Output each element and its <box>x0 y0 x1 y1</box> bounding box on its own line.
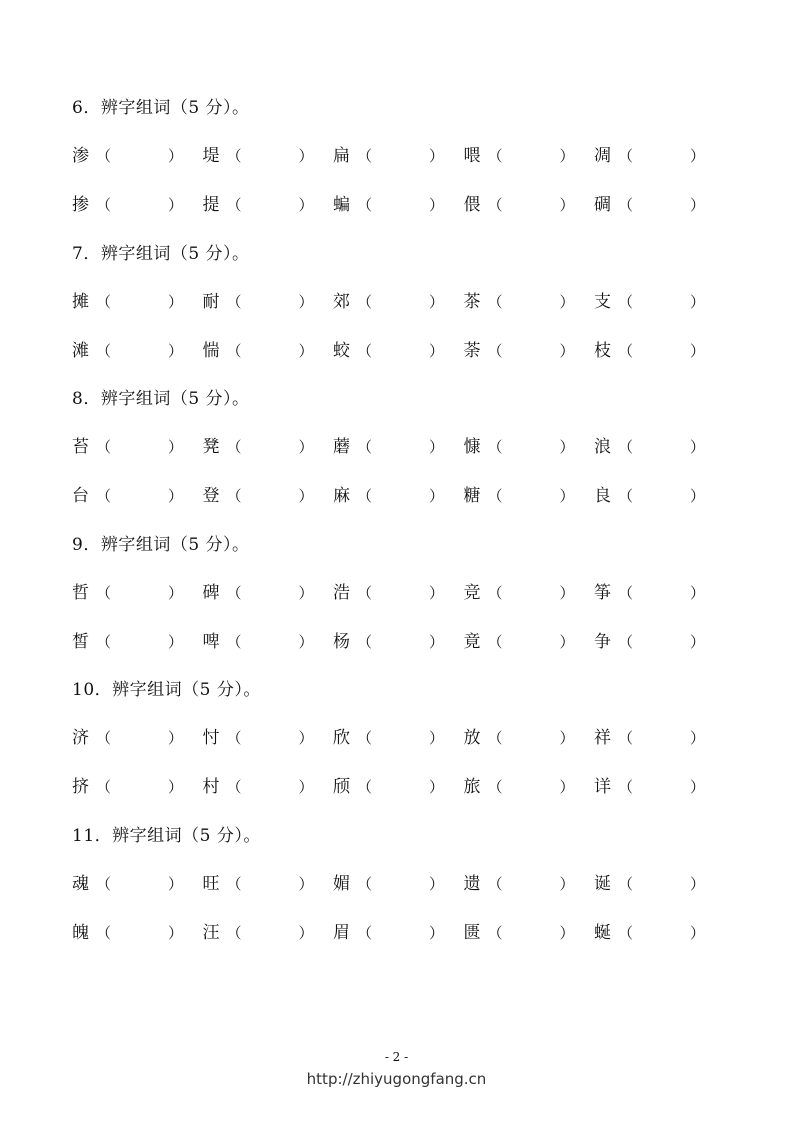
word-row <box>72 774 712 800</box>
word-blank-item[interactable] <box>594 725 706 751</box>
character: 祥 <box>594 728 611 748</box>
word-blank-item[interactable] <box>333 629 445 655</box>
character: 诞 <box>594 873 611 894</box>
section-heading: 11．辨字组词（5 分）。 <box>72 825 261 846</box>
character: 旅 <box>463 777 481 797</box>
close-paren: ） <box>429 874 445 893</box>
open-paren: （ <box>226 438 242 456</box>
open-paren: （ <box>618 778 634 796</box>
open-paren: （ <box>357 196 373 214</box>
character: 媚 <box>333 873 350 894</box>
word-blank-item[interactable] <box>202 725 314 751</box>
character: 渗 <box>72 146 89 166</box>
word-blank-item[interactable] <box>72 338 184 364</box>
word-blank-item[interactable] <box>463 434 575 460</box>
word-blank-item[interactable] <box>202 192 314 218</box>
character: 掺 <box>72 195 89 215</box>
close-paren: ） <box>690 196 706 214</box>
word-blank-item[interactable] <box>463 338 575 364</box>
close-paren: ） <box>298 487 314 505</box>
open-paren: （ <box>357 487 373 505</box>
open-paren: （ <box>618 438 634 456</box>
character: 竞 <box>463 582 481 603</box>
character: 济 <box>72 728 89 748</box>
close-paren: ） <box>690 292 706 311</box>
word-blank-item[interactable] <box>333 338 445 364</box>
word-blank-item[interactable] <box>202 289 314 315</box>
character: 匮 <box>463 922 481 943</box>
close-paren: ） <box>298 341 314 360</box>
close-paren: ） <box>690 487 706 505</box>
open-paren: （ <box>357 292 373 311</box>
character: 魄 <box>72 922 89 943</box>
word-blank-item[interactable] <box>594 871 706 897</box>
word-blank-item[interactable] <box>594 143 706 169</box>
open-paren: （ <box>487 341 503 360</box>
character: 放 <box>463 728 481 748</box>
character: 茶 <box>463 291 481 312</box>
close-paren: ） <box>298 292 314 311</box>
word-blank-item[interactable] <box>463 920 575 946</box>
word-blank-item[interactable] <box>72 289 184 315</box>
close-paren: ） <box>559 292 575 311</box>
close-paren: ） <box>429 147 445 165</box>
open-paren: （ <box>226 874 242 893</box>
word-blank-item[interactable] <box>463 871 575 897</box>
open-paren: （ <box>487 196 503 214</box>
close-paren: ） <box>168 292 184 311</box>
word-blank-item[interactable] <box>333 920 445 946</box>
close-paren: ） <box>429 778 445 796</box>
open-paren: （ <box>618 729 634 747</box>
character: 碉 <box>594 195 611 215</box>
open-paren: （ <box>618 583 634 602</box>
character: 慷 <box>463 437 481 457</box>
section-heading: 7．辨字组词（5 分）。 <box>72 243 250 264</box>
close-paren: ） <box>298 729 314 747</box>
open-paren: （ <box>487 438 503 456</box>
word-row <box>72 289 712 315</box>
word-blank-item[interactable] <box>594 920 706 946</box>
character: 喂 <box>463 146 481 166</box>
close-paren: ） <box>429 923 445 942</box>
open-paren: （ <box>618 923 634 942</box>
character: 浪 <box>594 437 611 457</box>
close-paren: ） <box>559 778 575 796</box>
footer-url[interactable]: http://zhiyugongfang.cn <box>306 1070 487 1088</box>
open-paren: （ <box>96 487 112 505</box>
word-blank-item[interactable] <box>594 629 706 655</box>
open-paren: （ <box>226 147 242 165</box>
character: 详 <box>594 777 611 797</box>
close-paren: ） <box>429 196 445 214</box>
open-paren: （ <box>96 632 112 651</box>
word-blank-item[interactable] <box>333 871 445 897</box>
word-blank-item[interactable] <box>463 483 575 509</box>
word-blank-item[interactable] <box>72 774 184 800</box>
character: 浩 <box>333 582 350 603</box>
open-paren: （ <box>96 874 112 893</box>
open-paren: （ <box>357 778 373 796</box>
word-blank-item[interactable] <box>72 725 184 751</box>
word-blank-item[interactable] <box>72 192 184 218</box>
open-paren: （ <box>96 583 112 602</box>
close-paren: ） <box>429 632 445 651</box>
word-blank-item[interactable] <box>333 434 445 460</box>
character: 蝙 <box>333 195 350 215</box>
word-row <box>72 580 712 606</box>
close-paren: ） <box>429 487 445 505</box>
character: 郊 <box>333 291 350 312</box>
character: 魂 <box>72 873 89 894</box>
character: 欣 <box>333 728 350 748</box>
word-blank-item[interactable] <box>594 483 706 509</box>
open-paren: （ <box>618 196 634 214</box>
word-row <box>72 871 712 897</box>
word-blank-item[interactable] <box>202 871 314 897</box>
word-blank-item[interactable] <box>72 434 184 460</box>
open-paren: （ <box>96 923 112 942</box>
close-paren: ） <box>690 147 706 165</box>
word-blank-item[interactable] <box>463 580 575 606</box>
character: 良 <box>594 486 611 506</box>
word-blank-item[interactable] <box>463 192 575 218</box>
word-blank-item[interactable] <box>202 143 314 169</box>
close-paren: ） <box>690 632 706 651</box>
word-row <box>72 629 712 655</box>
close-paren: ） <box>168 729 184 747</box>
word-blank-item[interactable] <box>202 338 314 364</box>
word-blank-item[interactable] <box>202 629 314 655</box>
word-blank-item[interactable] <box>594 774 706 800</box>
close-paren: ） <box>690 729 706 747</box>
close-paren: ） <box>298 583 314 602</box>
close-paren: ） <box>690 923 706 942</box>
word-blank-item[interactable] <box>594 434 706 460</box>
character: 村 <box>202 777 220 797</box>
close-paren: ） <box>559 632 575 651</box>
word-blank-item[interactable] <box>202 774 314 800</box>
close-paren: ） <box>429 341 445 360</box>
open-paren: （ <box>226 729 242 747</box>
close-paren: ） <box>559 341 575 360</box>
open-paren: （ <box>618 487 634 505</box>
character: 麻 <box>333 486 350 506</box>
close-paren: ） <box>298 923 314 942</box>
word-blank-item[interactable] <box>202 483 314 509</box>
section-heading: 6．辨字组词（5 分）。 <box>72 98 250 118</box>
open-paren: （ <box>357 923 373 942</box>
open-paren: （ <box>226 292 242 311</box>
close-paren: ） <box>298 632 314 651</box>
close-paren: ） <box>168 923 184 942</box>
open-paren: （ <box>96 438 112 456</box>
character: 啤 <box>202 631 220 652</box>
open-paren: （ <box>487 487 503 505</box>
open-paren: （ <box>618 147 634 165</box>
close-paren: ） <box>690 778 706 796</box>
word-blank-item[interactable] <box>333 289 445 315</box>
open-paren: （ <box>357 632 373 651</box>
open-paren: （ <box>487 147 503 165</box>
close-paren: ） <box>559 729 575 747</box>
word-blank-item[interactable] <box>463 143 575 169</box>
close-paren: ） <box>690 583 706 602</box>
open-paren: （ <box>357 147 373 165</box>
close-paren: ） <box>298 778 314 796</box>
open-paren: （ <box>357 583 373 602</box>
open-paren: （ <box>226 487 242 505</box>
word-blank-item[interactable] <box>72 629 184 655</box>
character: 碑 <box>202 582 220 603</box>
character: 苔 <box>72 437 89 457</box>
character: 眉 <box>333 922 350 943</box>
character: 提 <box>202 195 220 215</box>
character: 忖 <box>202 728 220 748</box>
word-row <box>72 143 712 169</box>
close-paren: ） <box>429 438 445 456</box>
open-paren: （ <box>487 729 503 747</box>
close-paren: ） <box>690 874 706 893</box>
word-blank-item[interactable] <box>594 192 706 218</box>
close-paren: ） <box>168 341 184 360</box>
close-paren: ） <box>298 874 314 893</box>
word-row <box>72 192 712 218</box>
word-blank-item[interactable] <box>333 725 445 751</box>
open-paren: （ <box>618 292 634 311</box>
close-paren: ） <box>298 438 314 456</box>
word-blank-item[interactable] <box>72 920 184 946</box>
open-paren: （ <box>357 341 373 360</box>
word-blank-item[interactable] <box>463 629 575 655</box>
word-blank-item[interactable] <box>594 338 706 364</box>
character: 挤 <box>72 777 89 797</box>
character: 筝 <box>594 582 611 603</box>
word-row <box>72 434 712 460</box>
character: 皙 <box>72 631 89 652</box>
close-paren: ） <box>559 487 575 505</box>
open-paren: （ <box>96 196 112 214</box>
close-paren: ） <box>429 729 445 747</box>
character: 偎 <box>463 195 481 215</box>
word-row <box>72 725 712 751</box>
close-paren: ） <box>168 874 184 893</box>
open-paren: （ <box>96 292 112 311</box>
open-paren: （ <box>618 341 634 360</box>
open-paren: （ <box>487 923 503 942</box>
word-blank-item[interactable] <box>463 774 575 800</box>
open-paren: （ <box>618 632 634 651</box>
open-paren: （ <box>487 583 503 602</box>
character: 颀 <box>333 777 350 797</box>
close-paren: ） <box>559 923 575 942</box>
word-blank-item[interactable] <box>202 580 314 606</box>
open-paren: （ <box>487 778 503 796</box>
close-paren: ） <box>168 583 184 602</box>
character: 枝 <box>594 340 611 361</box>
word-blank-item[interactable] <box>202 920 314 946</box>
character: 摊 <box>72 291 89 312</box>
close-paren: ） <box>559 438 575 456</box>
close-paren: ） <box>559 583 575 602</box>
open-paren: （ <box>96 778 112 796</box>
open-paren: （ <box>226 632 242 651</box>
character: 汪 <box>202 922 220 943</box>
character: 哲 <box>72 582 89 603</box>
close-paren: ） <box>168 487 184 505</box>
character: 扁 <box>333 146 350 166</box>
close-paren: ） <box>429 292 445 311</box>
character: 凳 <box>202 437 220 457</box>
close-paren: ） <box>429 583 445 602</box>
word-blank-item[interactable] <box>72 580 184 606</box>
word-blank-item[interactable] <box>72 871 184 897</box>
open-paren: （ <box>226 341 242 360</box>
open-paren: （ <box>96 341 112 360</box>
open-paren: （ <box>357 438 373 456</box>
character: 台 <box>72 486 89 506</box>
word-row <box>72 920 712 946</box>
word-row <box>72 338 712 364</box>
close-paren: ） <box>168 147 184 165</box>
word-blank-item[interactable] <box>333 143 445 169</box>
character: 遗 <box>463 873 481 894</box>
open-paren: （ <box>226 778 242 796</box>
close-paren: ） <box>559 147 575 165</box>
character: 杨 <box>333 631 350 652</box>
close-paren: ） <box>298 147 314 165</box>
character: 支 <box>594 291 611 312</box>
close-paren: ） <box>559 874 575 893</box>
character: 凋 <box>594 146 611 166</box>
page-number: - 2 - <box>384 1050 409 1064</box>
open-paren: （ <box>357 729 373 747</box>
open-paren: （ <box>226 196 242 214</box>
open-paren: （ <box>618 874 634 893</box>
word-blank-item[interactable] <box>463 725 575 751</box>
close-paren: ） <box>690 341 706 360</box>
word-blank-item[interactable] <box>463 289 575 315</box>
section-heading: 10．辨字组词（5 分）。 <box>72 680 261 700</box>
close-paren: ） <box>168 778 184 796</box>
character: 蘑 <box>333 437 350 457</box>
close-paren: ） <box>168 438 184 456</box>
word-blank-item[interactable] <box>202 434 314 460</box>
close-paren: ） <box>559 196 575 214</box>
open-paren: （ <box>226 583 242 602</box>
word-blank-item[interactable] <box>72 143 184 169</box>
character: 糖 <box>463 486 481 506</box>
word-blank-item[interactable] <box>333 192 445 218</box>
character: 堤 <box>202 146 220 166</box>
word-blank-item[interactable] <box>333 774 445 800</box>
open-paren: （ <box>487 874 503 893</box>
close-paren: ） <box>168 196 184 214</box>
open-paren: （ <box>96 147 112 165</box>
word-blank-item[interactable] <box>72 483 184 509</box>
section-heading: 8．辨字组词（5 分）。 <box>72 389 250 409</box>
character: 竟 <box>463 631 481 652</box>
character: 耐 <box>202 291 220 312</box>
open-paren: （ <box>96 729 112 747</box>
open-paren: （ <box>487 632 503 651</box>
word-blank-item[interactable] <box>333 483 445 509</box>
close-paren: ） <box>168 632 184 651</box>
word-blank-item[interactable] <box>594 580 706 606</box>
section-heading: 9．辨字组词（5 分）。 <box>72 534 250 555</box>
word-blank-item[interactable] <box>333 580 445 606</box>
character: 旺 <box>202 873 220 894</box>
close-paren: ） <box>690 438 706 456</box>
character: 惴 <box>202 340 220 361</box>
open-paren: （ <box>226 923 242 942</box>
word-row <box>72 483 712 509</box>
character: 登 <box>202 486 220 506</box>
character: 争 <box>594 631 611 652</box>
character: 蛟 <box>333 340 350 361</box>
character: 荼 <box>463 340 481 361</box>
close-paren: ） <box>298 196 314 214</box>
character: 蜒 <box>594 922 611 943</box>
character: 滩 <box>72 340 89 361</box>
open-paren: （ <box>487 292 503 311</box>
word-blank-item[interactable] <box>594 289 706 315</box>
open-paren: （ <box>357 874 373 893</box>
